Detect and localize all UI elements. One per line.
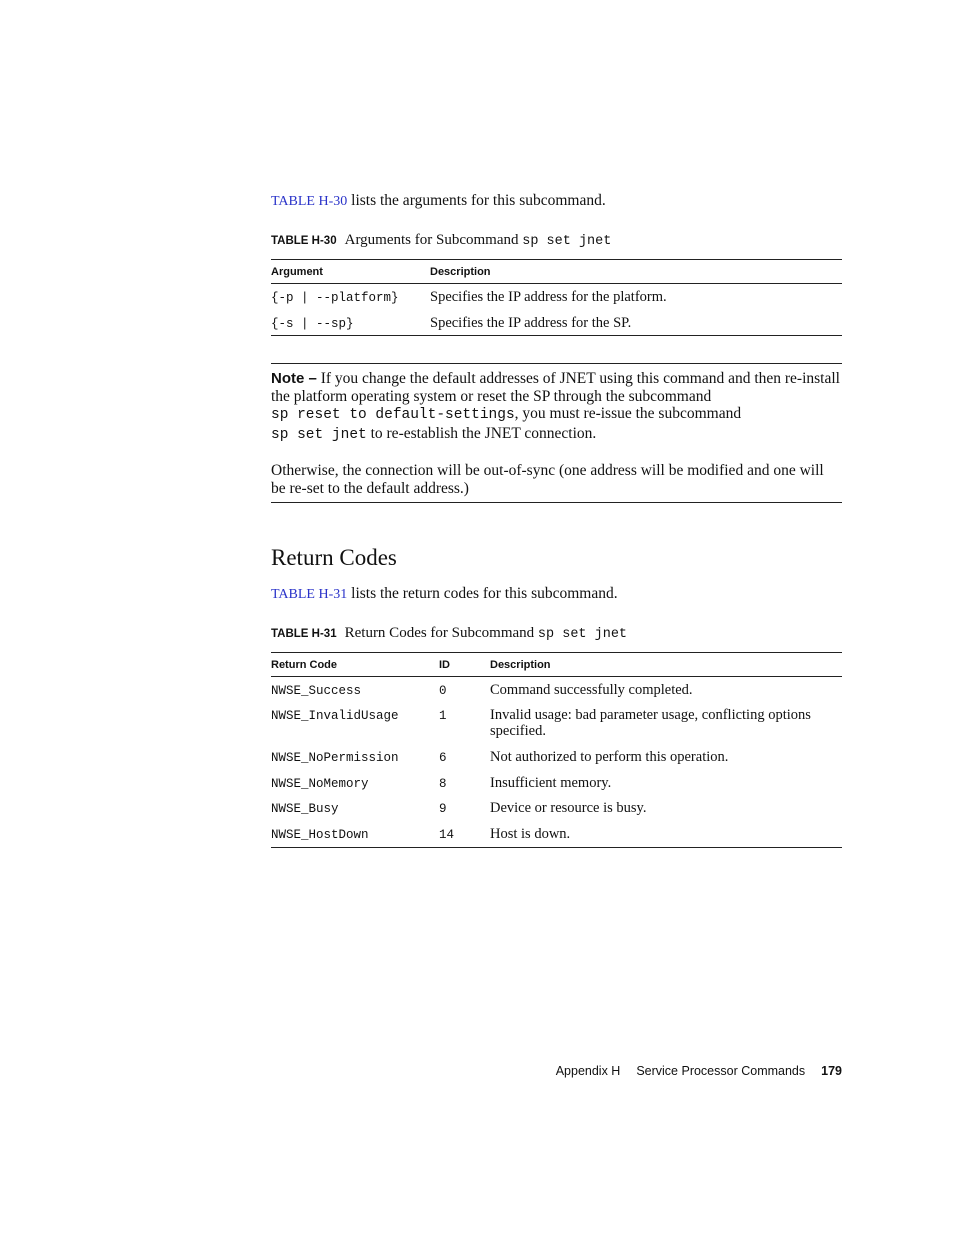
table-row (271, 770, 842, 795)
id-cell: 14 (439, 821, 490, 848)
return-code-cell: NWSE_Busy (271, 802, 339, 816)
table-caption: TABLE H-30 Arguments for Subcommand sp set jnet (271, 232, 612, 249)
table-reference-sentence: TABLE H-31 lists the return codes for this subcommand. (271, 585, 618, 602)
code-reset: sp reset to default-settings (271, 407, 515, 423)
description-cell: Specifies the IP address for the SP. (430, 310, 842, 336)
note-box (271, 363, 842, 503)
argument-cell: {-s | --sp} (271, 310, 430, 336)
argument-cell: {-p | --platform} (271, 291, 399, 305)
id-cell: 0 (439, 684, 447, 698)
page-number: 179 (821, 1064, 842, 1078)
return-code-cell: NWSE_HostDown (271, 821, 439, 848)
table-header-row (271, 260, 842, 284)
table-row (271, 795, 842, 821)
note-label: Note – (271, 370, 317, 387)
description-cell: Host is down. (490, 821, 842, 848)
description-cell: Device or resource is busy. (490, 800, 647, 816)
table-row (271, 677, 842, 703)
note-paragraph-2: Otherwise, the connection will be out-of-sync (one address will be modified and one will be re-set to the default address.) (271, 462, 824, 497)
id-cell: 1 (439, 709, 447, 723)
column-header-id: ID (439, 653, 490, 677)
table-row (271, 310, 842, 336)
table-row (271, 284, 842, 311)
description-cell: Invalid usage: bad parameter usage, conflicting options specified. (490, 707, 811, 739)
arguments-table (271, 259, 842, 336)
page-footer (556, 1064, 842, 1078)
return-code-cell: NWSE_Success (271, 684, 362, 698)
table-row (271, 702, 842, 744)
column-header-description: Description (430, 260, 842, 284)
id-cell: 9 (439, 802, 447, 816)
table-caption: TABLE H-31 Return Codes for Subcommand sp set jnet (271, 625, 628, 642)
description-cell: Not authorized to perform this operation. (490, 749, 729, 765)
id-cell: 8 (439, 777, 447, 791)
footer-appendix: Appendix H (555, 1064, 621, 1078)
footer-title: Service Processor Commands (636, 1064, 806, 1078)
table-row (271, 744, 842, 770)
section-heading: Return Codes (271, 545, 397, 570)
description-cell: Insufficient memory. (490, 775, 612, 791)
column-header-return-code: Return Code (271, 653, 439, 677)
description-cell: Specifies the IP address for the platform. (430, 289, 667, 305)
table-h30-link[interactable]: TABLE H-30 (271, 194, 348, 209)
id-cell: 6 (439, 751, 447, 765)
table-tag: TABLE H-31 (271, 628, 337, 640)
description-cell: Command successfully completed. (490, 682, 693, 698)
return-code-cell: NWSE_NoMemory (271, 777, 369, 791)
table-reference-sentence: TABLE H-30 lists the arguments for this subcommand. (271, 192, 606, 209)
column-header-argument: Argument (271, 260, 430, 284)
table-h31-link[interactable]: TABLE H-31 (271, 587, 348, 602)
table-row (271, 821, 842, 848)
column-header-description: Description (490, 653, 842, 677)
return-code-cell: NWSE_NoPermission (271, 751, 399, 765)
return-code-cell: NWSE_InvalidUsage (271, 709, 399, 723)
code-set-jnet: sp set jnet (271, 426, 367, 443)
table-header-row (271, 653, 842, 677)
note-paragraph: Note – If you change the default addresses of JNET using this command and then re-install the platform operating system or reset the SP through the subcommand sp reset to default-settings, you must re-issue the subcommand sp set jnet to re-establish the JNET connection. (271, 370, 840, 443)
return-codes-table (271, 652, 842, 848)
table-tag: TABLE H-30 (271, 235, 337, 247)
